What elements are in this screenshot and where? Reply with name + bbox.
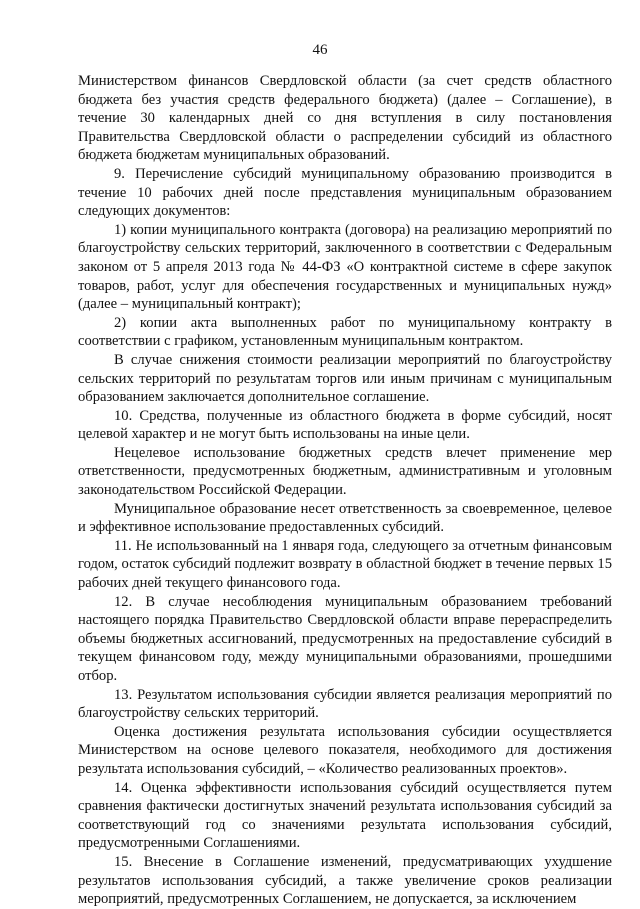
paragraph-clause-10: 10. Средства, полученные из областного бюджета в форме субсидий, носят целевой характер и не могут быть использованы на иные цели. — [78, 407, 612, 443]
paragraph-clause-12: 12. В случае несоблюдения муниципальным образованием требований настоящего порядка Правительство Свердловской области вправе перераспределить объемы бюджетных ассигнований, предусмотренных на предоставление субсидий в текущем финансовом году, между муниципальными образованиями, прошедшими отбор. — [78, 593, 612, 684]
paragraph-cost-reduction: В случае снижения стоимости реализации мероприятий по благоустройству сельских территорий по результатам торгов или иным причинам с муниципальным образованием заключается дополнительное соглашение. — [78, 351, 612, 406]
paragraph-intro: Министерством финансов Свердловской области (за счет средств областного бюджета без участия средств федерального бюджета) (далее – Соглашение), в течение 30 календарных дней со дня вступления в силу постановления Правительства Свердловской области о распределении субсидий из областного бюджета бюджетам муниципальных образований. — [78, 73, 612, 164]
paragraph-result-evaluation: Оценка достижения результата использования субсидии осуществляется Министерством на основе целевого показателя, необходимого для достижения результата использования субсидий, – «Количество реализованных проектов». — [78, 723, 612, 777]
paragraph-clause-11: 11. Не использованный на 1 января года, следующего за отчетным финансовым годом, остаток субсидий подлежит возврату в областной бюджет в течение первых 15 рабочих дней текущего финансового года. — [78, 537, 612, 592]
paragraph-clause-9-item-2: 2) копии акта выполненных работ по муниципальному контракту в соответствии с графиком, установленным муниципальным контрактом. — [78, 314, 612, 350]
paragraph-clause-9: 9. Перечисление субсидий муниципальному образованию производится в течение 10 рабочих дней после представления муниципальным образованием следующих документов: — [78, 165, 612, 220]
paragraph-clause-14: 14. Оценка эффективности использования субсидий осуществляется путем сравнения фактически достигнутых значений результата использования субсидий за соответствующий год со значениями результата использования субсидий, предусмотренными Соглашениями. — [78, 779, 612, 852]
paragraph-municipal-responsibility: Муниципальное образование несет ответственность за своевременное, целевое и эффективное использование предоставленных субсидий. — [78, 500, 612, 536]
paragraph-clause-9-item-1: 1) копии муниципального контракта (договора) на реализацию мероприятий по благоустройству сельских территорий, заключенного в соответствии с Федеральным законом от 5 апреля 2013 года № 44-ФЗ «О контрактной системе в сфере закупок товаров, работ, услуг для обеспечения государственных и муниципальных нужд» (далее – муниципальный контракт); — [78, 221, 612, 313]
page-number: 46 — [312, 42, 328, 58]
paragraph-clause-15: 15. Внесение в Соглашение изменений, предусматривающих ухудшение результатов использования субсидий, а также увеличение сроков реализации мероприятий, предусмотренных Соглашением, не допускается, за исключением — [78, 853, 612, 908]
paragraph-clause-13: 13. Результатом использования субсидии является реализация мероприятий по благоустройству сельских территорий. — [78, 686, 612, 722]
paragraph-misuse-liability: Нецелевое использование бюджетных средств влечет применение мер ответственности, предусмотренных бюджетным, административным и уголовным законодательством Российской Федерации. — [78, 444, 612, 499]
document-body — [78, 72, 612, 909]
